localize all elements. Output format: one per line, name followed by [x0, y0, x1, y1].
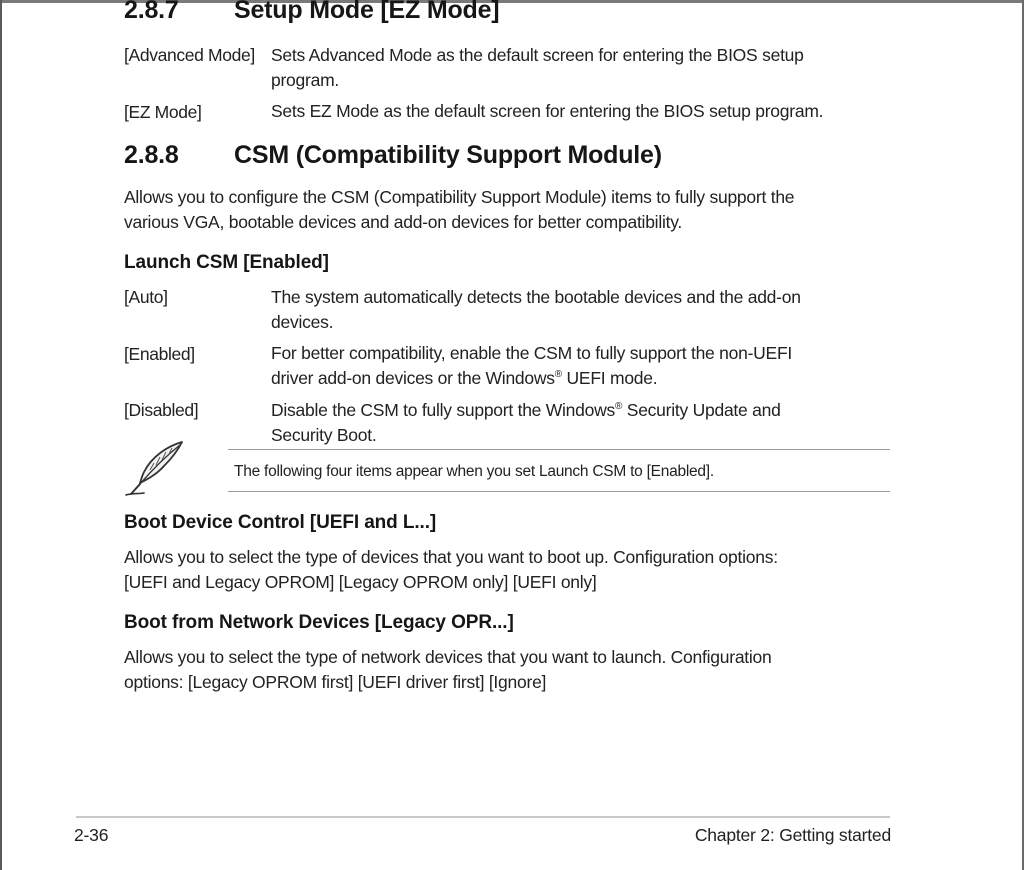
section-title-csm: CSM (Compatibility Support Module): [234, 141, 662, 169]
desc-line: Sets Advanced Mode as the default screen for entering the BIOS setup: [271, 45, 804, 65]
desc-line: [UEFI and Legacy OPROM] [Legacy OPROM only] [UEFI only]: [124, 572, 597, 592]
desc-line: devices.: [271, 312, 334, 332]
option-label-advanced-mode: [Advanced Mode]: [124, 45, 255, 65]
desc-line: [271, 398, 781, 423]
intro-line: various VGA, bootable devices and add-on devices for better compatibility.: [124, 212, 683, 232]
option-desc-advanced-mode: [271, 43, 804, 93]
desc-line: Security Boot.: [271, 425, 377, 445]
desc-line: options: [Legacy OPROM first] [UEFI driver first] [Ignore]: [124, 672, 547, 692]
desc-text: driver add-on devices or the Windows: [271, 368, 555, 388]
note-top-rule: [228, 449, 890, 450]
option-desc-ez-mode: [271, 99, 823, 124]
desc-line: Sets EZ Mode as the default screen for entering the BIOS setup program.: [271, 101, 824, 121]
heading-boot-from-network: Boot from Network Devices [Legacy OPR...]: [124, 612, 514, 633]
quill-pen-icon: [122, 438, 188, 498]
boot-device-control-desc: [124, 545, 778, 595]
desc-line: program.: [271, 70, 340, 90]
desc-text: Security Update and: [622, 400, 781, 420]
intro-line: Allows you to configure the CSM (Compatibility Support Module) items to fully support the: [124, 187, 795, 207]
option-desc-auto: [271, 285, 801, 335]
option-desc-disabled: [271, 398, 781, 448]
desc-line: For better compatibility, enable the CSM to fully support the non-UEFI: [271, 343, 793, 363]
section-number-setup-mode: 2.8.7: [124, 0, 179, 24]
registered-mark: ®: [615, 401, 623, 413]
section-number-csm: 2.8.8: [124, 141, 179, 169]
note-text: The following four items appear when you set Launch CSM to [Enabled].: [234, 463, 714, 480]
chapter-title: Chapter 2: Getting started: [694, 825, 891, 845]
section-title-setup-mode: Setup Mode [EZ Mode]: [234, 0, 500, 24]
heading-launch-csm: Launch CSM [Enabled]: [124, 252, 329, 273]
option-label-disabled: [Disabled]: [124, 400, 199, 420]
desc-text: UEFI mode.: [561, 368, 658, 388]
option-label-enabled: [Enabled]: [124, 344, 195, 364]
desc-line: The system automatically detects the bootable devices and the add-on: [271, 287, 801, 307]
note-bottom-rule: [228, 491, 890, 492]
boot-from-network-desc: [124, 645, 772, 695]
footer-rule: [76, 816, 890, 818]
desc-text: Disable the CSM to fully support the Windows: [271, 400, 616, 420]
desc-line: Allows you to select the type of network devices that you want to launch. Configuration: [124, 647, 772, 667]
page-number: 2-36: [74, 825, 109, 845]
quill-pen-icon-svg: [122, 438, 188, 498]
registered-mark: ®: [554, 369, 562, 381]
page-left-border: [0, 0, 2, 870]
desc-line: Allows you to select the type of devices that you want to boot up. Configuration options:: [124, 547, 778, 567]
heading-boot-device-control: Boot Device Control [UEFI and L...]: [124, 512, 437, 533]
option-desc-enabled: [271, 341, 792, 391]
option-label-auto: [Auto]: [124, 287, 168, 307]
option-label-ez-mode: [EZ Mode]: [124, 102, 202, 122]
csm-intro: [124, 185, 794, 235]
desc-line: [271, 366, 792, 391]
